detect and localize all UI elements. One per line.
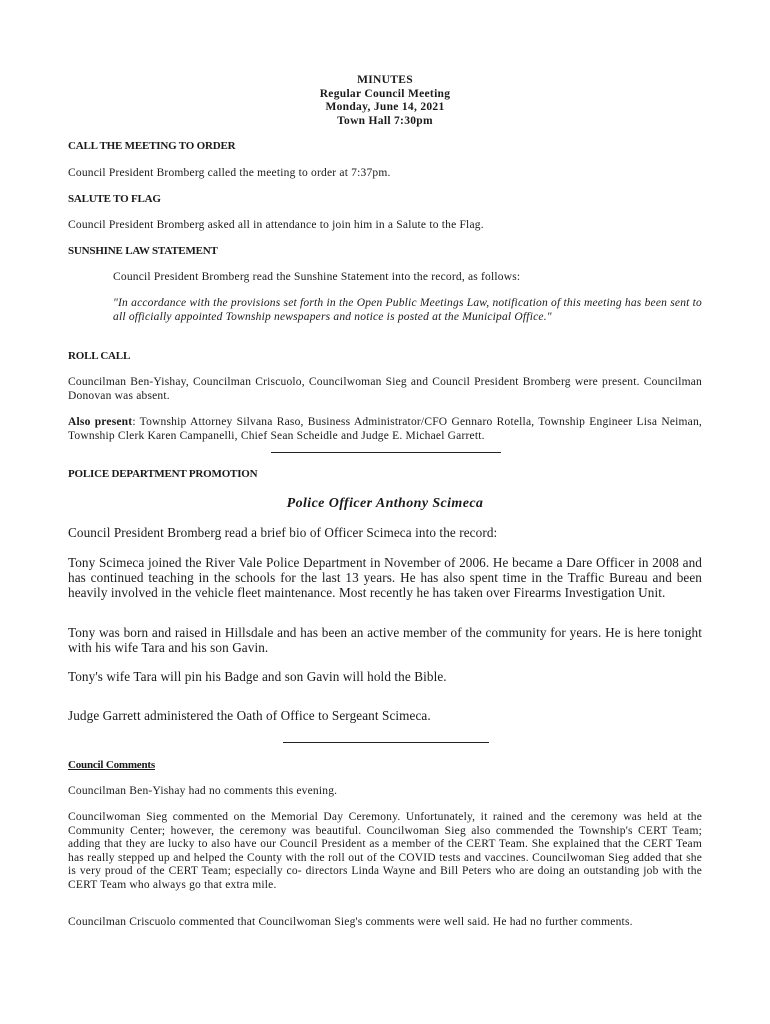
heading-salute: SALUTE TO FLAG bbox=[68, 193, 161, 205]
meeting-location: Town Hall 7:30pm bbox=[337, 115, 433, 127]
police-bio-intro: Council President Bromberg read a brief bio of Officer Scimeca into the record: bbox=[68, 525, 498, 540]
comment-sieg: Councilwoman Sieg commented on the Memorial Day Ceremony. Unfortunately, it rained and the ceremony was held at the Community Center; however, the ceremony was beautiful. Councilwoman Sieg also commended the Township's CERT Team; adding that they are lucky to also have our Council President as a member of the CERT Team. She explained that the CERT Team has really stepped up and helped the County with the roll out of the COVID tests and vaccines. Councilwoman Sieg added that she is very proud of the CERT Team; especially co- directors Linda Wayne and Bill Peters who are doing an outstanding job with the CERT Team who always go that extra mile. bbox=[68, 811, 702, 891]
also-present-label: Also present bbox=[68, 416, 133, 428]
comment-criscuolo: Councilman Criscuolo commented that Councilwoman Sieg's comments were well said. He had no further comments. bbox=[68, 916, 633, 928]
police-bio-family: Tony was born and raised in Hillsdale and has been an active member of the community for years. He is here tonight with his wife Tara and his son Gavin. bbox=[68, 625, 702, 655]
section-divider bbox=[271, 452, 501, 453]
also-present-paragraph bbox=[68, 416, 702, 443]
officer-name: Police Officer Anthony Scimeca bbox=[286, 496, 484, 511]
sunshine-text: Council President Bromberg read the Sunshine Statement into the record, as follows: bbox=[113, 271, 521, 283]
section-divider bbox=[283, 742, 489, 743]
heading-roll-call: ROLL CALL bbox=[68, 350, 131, 362]
meeting-type: Regular Council Meeting bbox=[319, 88, 451, 100]
heading-sunshine: SUNSHINE LAW STATEMENT bbox=[68, 245, 218, 257]
call-to-order-text: Council President Bromberg called the meeting to order at 7:37pm. bbox=[68, 167, 391, 179]
comment-ben-yishay: Councilman Ben-Yishay had no comments this evening. bbox=[68, 785, 338, 797]
also-present-text: : Township Attorney Silvana Raso, Business Administrator/CFO Gennaro Rotella, Township Engineer Lisa Neiman, Township Clerk Karen Campanelli, Chief Sean Scheidle and Judge E. Michael Garrett. bbox=[68, 416, 702, 442]
document-title: MINUTES bbox=[357, 74, 413, 86]
police-bio-career: Tony Scimeca joined the River Vale Police Department in November of 2006. He became a Dare Officer in 2008 and has continued teaching in the schools for the last 13 years. He has also spent time in the Traffic Bureau and been heavily involved in the vehicle fleet maintenance. Most recently he has taken over Firearms Investigation Unit. bbox=[68, 555, 702, 600]
salute-text: Council President Bromberg asked all in attendance to join him in a Salute to the Flag. bbox=[68, 219, 484, 231]
meeting-date: Monday, June 14, 2021 bbox=[325, 101, 445, 113]
heading-call-to-order: CALL THE MEETING TO ORDER bbox=[68, 140, 236, 152]
police-badge-pinning: Tony's wife Tara will pin his Badge and son Gavin will hold the Bible. bbox=[68, 669, 447, 684]
police-oath: Judge Garrett administered the Oath of Office to Sergeant Scimeca. bbox=[68, 708, 431, 723]
roll-call-text: Councilman Ben-Yishay, Councilman Criscuolo, Councilwoman Sieg and Council President Bromberg were present. Councilman Donovan was absent. bbox=[68, 376, 702, 402]
heading-council-comments: Council Comments bbox=[68, 759, 155, 771]
heading-police-promotion: POLICE DEPARTMENT PROMOTION bbox=[68, 468, 258, 480]
sunshine-quote: "In accordance with the provisions set forth in the Open Public Meetings Law, notification of this meeting has been sent to all officially appointed Township newspapers and notice is posted at the Municipal Office." bbox=[113, 297, 702, 323]
